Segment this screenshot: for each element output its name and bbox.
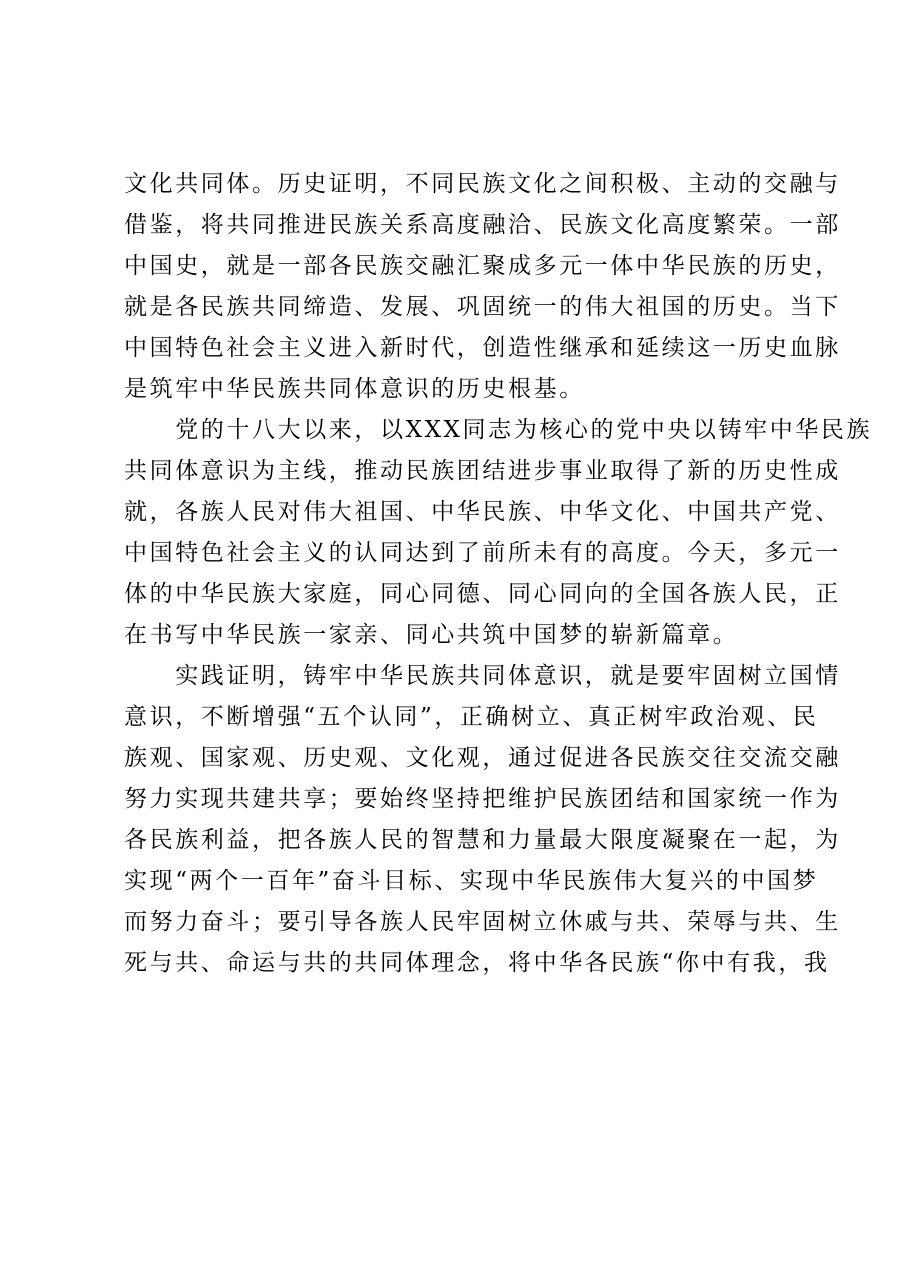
text-line: 中国史，就是一部各民族交融汇聚成多元一体中华民族的历史， [124,253,841,279]
text-line: 实现“两个一百年”奋斗目标、实现中华民族伟大复兴的中国梦 [124,868,819,894]
text-line: 就，各族人民对伟大祖国、中华民族、中华文化、中国共产党、 [124,499,841,525]
text-line: 而努力奋斗；要引导各族人民牢固树立休戚与共、荣辱与共、生 [124,909,841,935]
text-line: 中国特色社会主义进入新时代，创造性继承和延续这一历史血脉 [124,335,841,361]
text-line: 文化共同体。历史证明，不同民族文化之间积极、主动的交融与 [124,171,841,197]
text-line: 族观、国家观、历史观、文化观，通过促进各民族交往交流交融 [124,745,841,771]
text-line: 借鉴，将共同推进民族关系高度融洽、民族文化高度繁荣。一部 [124,212,841,238]
text-line: 实践证明，铸牢中华民族共同体意识，就是要牢固树立国情 [124,663,841,689]
text-line: 努力实现共建共享；要始终坚持把维护民族团结和国家统一作为 [124,786,841,812]
body-text [124,164,873,984]
text-line: 中国特色社会主义的认同达到了前所未有的高度。今天，多元一 [124,540,841,566]
paragraph-3 [124,656,841,984]
text-line: 意识，不断增强“五个认同”，正确树立、真正树牢政治观、民 [124,704,819,730]
text-line: 是筑牢中华民族共同体意识的历史根基。 [124,376,585,402]
text-line: 死与共、命运与共的共同体理念，将中华各民族“你中有我，我 [124,950,830,976]
text-line: 体的中华民族大家庭，同心同德、同心同向的全国各族人民，正 [124,581,841,607]
paragraph-1 [124,164,841,410]
paragraph-2 [124,410,873,656]
text-line: 在书写中华民族一家亲、同心共筑中国梦的崭新篇章。 [124,622,739,648]
text-line: 共同体意识为主线，推动民族团结进步事业取得了新的历史性成 [124,458,841,484]
text-line: 就是各民族共同缔造、发展、巩固统一的伟大祖国的历史。当下 [124,294,841,320]
text-line: 各民族利益，把各族人民的智慧和力量最大限度凝聚在一起，为 [124,827,841,853]
text-line: 党的十八大以来，以XXX同志为核心的党中央以铸牢中华民族 [124,417,873,443]
